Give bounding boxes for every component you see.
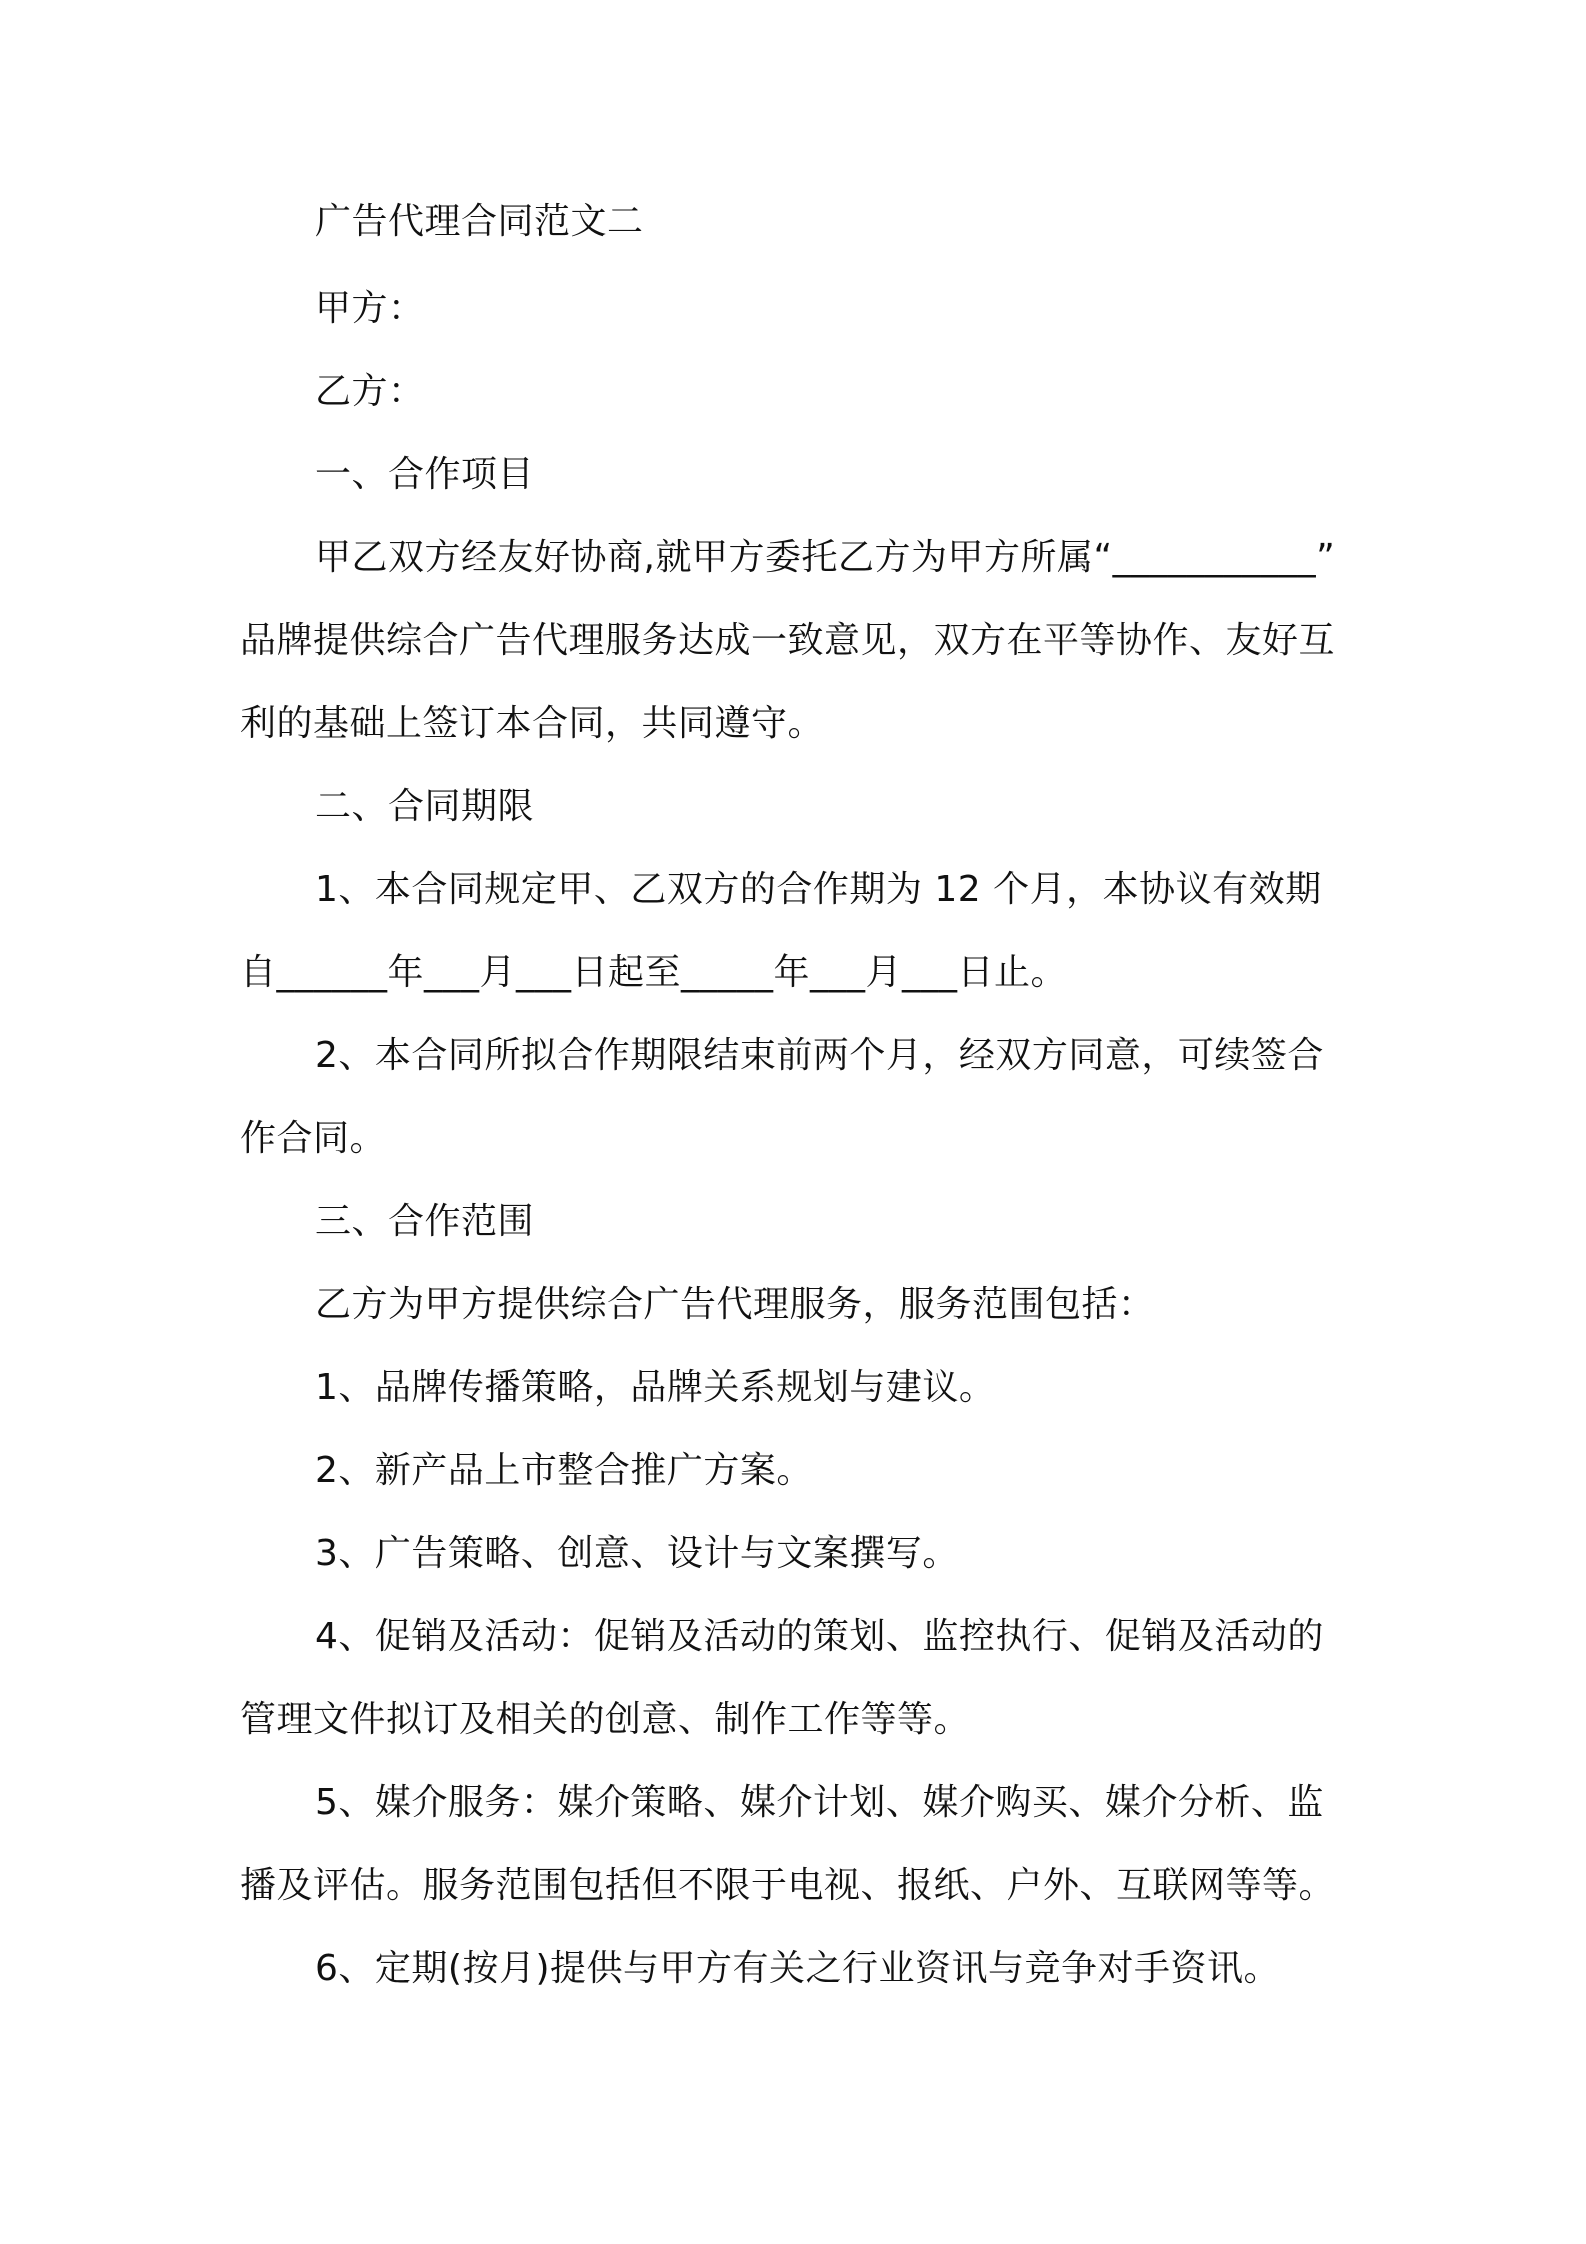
section-1-paragraph-line-1: 甲乙双方经友好协商,就甲方委托乙方为甲方所属“___________” [315, 537, 1336, 578]
section-3-item-5-line-2: 播及评估。服务范围包括但不限于电视、报纸、户外、互联网等等。 [240, 1865, 1336, 1906]
section-1-heading: 一、合作项目 [315, 454, 535, 495]
section-3-item-4-line-2: 管理文件拟订及相关的创意、制作工作等等。 [240, 1699, 971, 1740]
section-2-item-1-line-1: 1、本合同规定甲、乙双方的合作期为 12 个月，本协议有效期 [315, 869, 1322, 910]
document-title: 广告代理合同范文二 [315, 201, 644, 242]
party-b-label: 乙方： [315, 371, 425, 412]
section-1-paragraph-line-2: 品牌提供综合广告代理服务达成一致意见，双方在平等协作、友好互 [240, 620, 1336, 661]
party-a-label: 甲方： [315, 288, 425, 329]
section-3-item-2: 2、新产品上市整合推广方案。 [315, 1450, 813, 1491]
section-3-item-3: 3、广告策略、创意、设计与文案撰写。 [315, 1533, 959, 1574]
section-2-item-1-line-2: 自______年___月___日起至_____年___月___日止。 [240, 952, 1068, 993]
section-2-heading: 二、合同期限 [315, 786, 535, 827]
section-3-item-6: 6、定期(按月)提供与甲方有关之行业资讯与竞争对手资讯。 [315, 1948, 1280, 1989]
section-3-item-1: 1、品牌传播策略，品牌关系规划与建议。 [315, 1367, 996, 1408]
section-3-item-4-line-1: 4、促销及活动：促销及活动的策划、监控执行、促销及活动的 [315, 1616, 1324, 1657]
section-2-item-2-line-2: 作合同。 [240, 1118, 387, 1159]
section-3-intro: 乙方为甲方提供综合广告代理服务，服务范围包括： [315, 1284, 1155, 1325]
section-1-paragraph-line-3: 利的基础上签订本合同，共同遵守。 [240, 703, 825, 744]
section-3-heading: 三、合作范围 [315, 1201, 535, 1242]
section-3-item-5-line-1: 5、媒介服务：媒介策略、媒介计划、媒介购买、媒介分析、监 [315, 1782, 1324, 1823]
section-2-item-2-line-1: 2、本合同所拟合作期限结束前两个月，经双方同意，可续签合 [315, 1035, 1324, 1076]
